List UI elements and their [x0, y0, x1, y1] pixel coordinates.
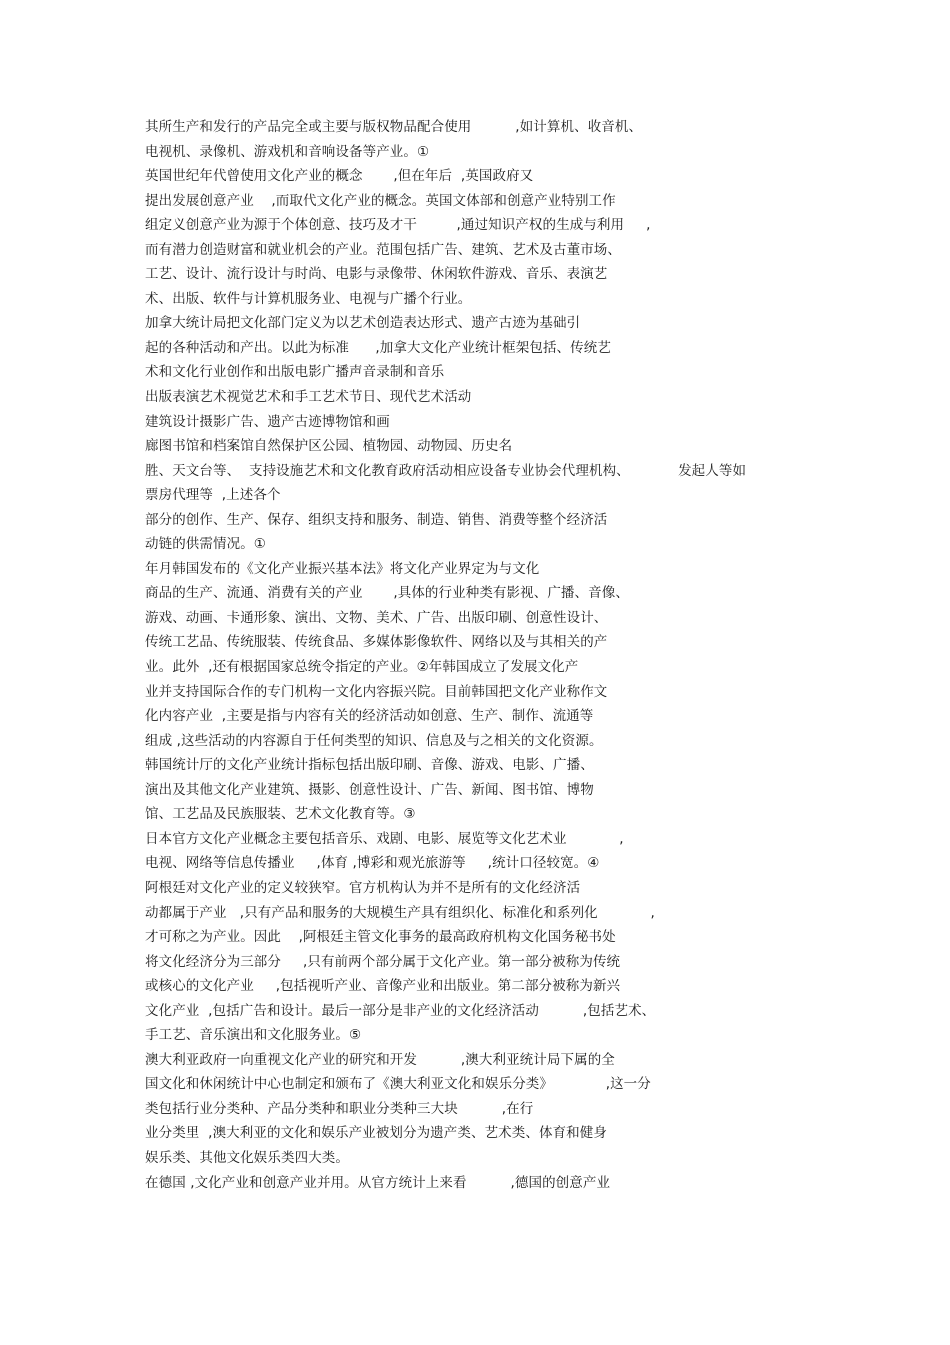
text-line: 业并支持国际合作的专门机构一文化内容振兴院。目前韩国把文化产业称作文: [145, 683, 608, 700]
text-line: 提出发展创意产业 ,而取代文化产业的概念。英国文体部和创意产业特别工作: [145, 192, 616, 209]
text-line: 工艺、设计、流行设计与时尚、电影与录像带、休闲软件游戏、音乐、表演艺: [145, 266, 608, 283]
text-line: 组成 ,这些活动的内容源自于任何类型的知识、信息及与之相关的文化资源。: [145, 732, 603, 749]
text-line: 娱乐类、其他文化娱乐类四大类。: [145, 1149, 349, 1166]
text-line: 出版表演艺术视觉艺术和手工艺术节日、现代艺术活动: [145, 389, 472, 406]
text-line: 其所生产和发行的产品完全或主要与版权物品配合使用 ,如计算机、收音机、: [145, 119, 643, 135]
text-line: 游戏、动画、卡通形象、演出、文物、美术、广告、出版印刷、创意性设计、: [145, 609, 608, 626]
text-line: 业。此外 ,还有根据国家总统令指定的产业。②年韩国成立了发展文化产: [145, 659, 579, 676]
text-line: 动链的供需情况。①: [145, 536, 267, 553]
text-line: 传统工艺品、传统服装、传统食品、多媒体影像软件、网络以及与其相关的产: [145, 634, 608, 651]
text-line: 类包括行业分类种、产品分类种和职业分类种三大块 ,在行: [145, 1100, 534, 1117]
text-line: 廊图书馆和档案馆自然保护区公园、植物园、动物园、历史名: [145, 438, 513, 455]
text-line: 馆、工艺品及民族服装、艺术文化教育等。③: [145, 806, 416, 823]
text-line: 手工艺、音乐演出和文化服务业。⑤: [145, 1027, 362, 1044]
text-line: 电视机、录像机、游戏机和音响设备等产业。①: [145, 143, 430, 160]
text-line: 动都属于产业 ,只有产品和服务的大规模生产具有组织化、标准化和系列化 ,: [145, 904, 655, 921]
body-text: [145, 115, 845, 1195]
text-line: 文化产业 ,包括广告和设计。最后一部分是非产业的文化经济活动 ,包括艺术、: [145, 1002, 656, 1019]
text-line: 年月韩国发布的《文化产业振兴基本法》将文化产业界定为与文化: [145, 560, 540, 577]
text-line: 起的各种活动和产出。以此为标准 ,加拿大文化产业统计框架包括、传统艺: [145, 339, 611, 356]
text-line: 化内容产业 ,主要是指与内容有关的经济活动如创意、生产、制作、流通等: [145, 708, 594, 725]
text-line: 澳大利亚政府一向重视文化产业的研究和开发 ,澳大利亚统计局下属的全: [145, 1051, 615, 1068]
text-line: 英国世纪年代曾使用文化产业的概念 ,但在年后 ,英国政府又: [145, 168, 534, 185]
text-line: 将文化经济分为三部分 ,只有前两个部分属于文化产业。第一部分被称为传统: [145, 953, 621, 970]
text-line: 在德国 ,文化产业和创意产业并用。从官方统计上来看 ,德国的创意产业: [145, 1174, 611, 1191]
text-line: 部分的创作、生产、保存、组织支持和服务、制造、销售、消费等整个经济活: [145, 511, 608, 528]
text-line: 日本官方文化产业概念主要包括音乐、戏剧、电影、展览等文化艺术业 ,: [145, 830, 624, 847]
text-line: 国文化和休闲统计中心也制定和颁布了《澳大利亚文化和娱乐分类》 ,这一分: [145, 1076, 651, 1093]
text-line: 建筑设计摄影广告、遗产古迹博物馆和画: [145, 413, 390, 430]
text-line: 术和文化行业创作和出版电影广播声音录制和音乐: [145, 364, 445, 381]
text-line: 加拿大统计局把文化部门定义为以艺术创造表达形式、遗产古迹为基础引: [145, 315, 581, 332]
text-line: 胜、天文台等、 支持设施艺术和文化教育政府活动相应设备专业协会代理机构、 发起人等如: [145, 462, 747, 479]
text-line: 而有潜力创造财富和就业机会的产业。范围包括广告、建筑、艺术及古董市场、: [145, 241, 621, 258]
text-line: 商品的生产、流通、消费有关的产业 ,具体的行业种类有影视、广播、音像、: [145, 585, 629, 602]
text-line: 业分类里 ,澳大利亚的文化和娱乐产业被划分为遗产类、艺术类、体育和健身: [145, 1125, 607, 1142]
text-line: 术、出版、软件与计算机服务业、电视与广播个行业。: [145, 290, 472, 307]
text-line: 票房代理等 ,上述各个: [145, 487, 281, 504]
text-line: 电视、网络等信息传播业 ,体育 ,博彩和观光旅游等 ,统计口径较宽。④: [145, 855, 600, 872]
text-line: 组定义创意产业为源于个体创意、技巧及才干 ,通过知识产权的生成与利用 ,: [145, 217, 651, 234]
text-line: 韩国统计厅的文化产业统计指标包括出版印刷、音像、游戏、电影、广播、: [145, 757, 594, 774]
text-line: 演出及其他文化产业建筑、摄影、创意性设计、广告、新闻、图书馆、博物: [145, 781, 594, 798]
text-line: 或核心的文化产业 ,包括视听产业、音像产业和出版业。第二部分被称为新兴: [145, 978, 621, 995]
text-line: 才可称之为产业。因此 ,阿根廷主管文化事务的最高政府机构文化国务秘书处: [145, 929, 616, 946]
text-line: 阿根廷对文化产业的定义较狭窄。官方机构认为并不是所有的文化经济活: [145, 879, 581, 896]
